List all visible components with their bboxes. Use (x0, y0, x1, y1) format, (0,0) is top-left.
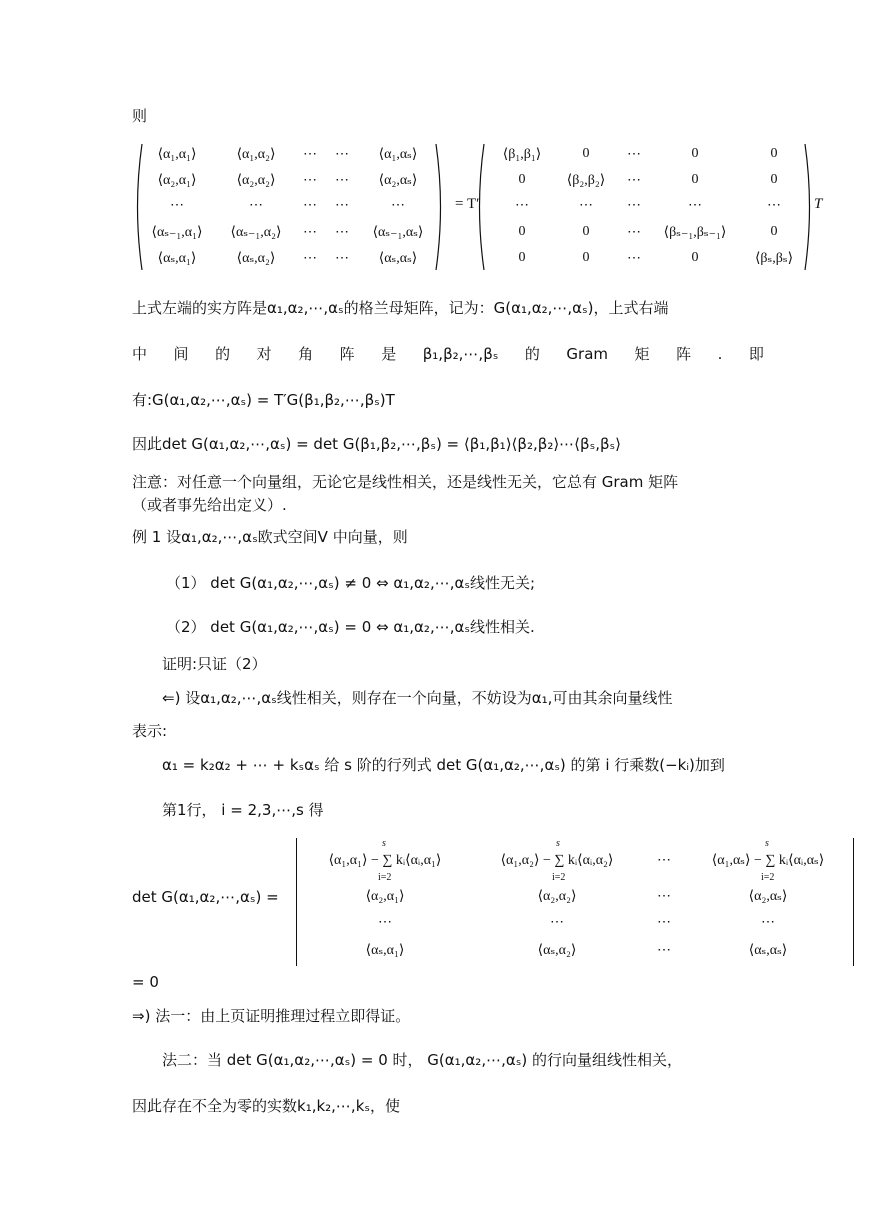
right-matrix-cell: 0 (582, 250, 590, 265)
proof-backward-line-4: 第1行， i = 2,3,⋯,s 得 (162, 801, 324, 819)
right-matrix-cell: 0 (770, 172, 778, 187)
left-matrix-cell: ⋯ (303, 173, 317, 188)
sum-lower-limit: i=2 (552, 872, 566, 883)
determinant-cell: ⟨α₁,αₛ⟩ − ∑ kᵢ⟨αᵢ,αₛ⟩ (711, 853, 825, 868)
right-matrix-cell: ⋯ (627, 251, 641, 266)
left-matrix-cell: ⋯ (303, 147, 317, 162)
proof-heading: 证明:只证（2） (162, 655, 267, 673)
left-matrix-cell: ⋯ (249, 198, 263, 213)
equals-T-prime: = T′ (455, 196, 480, 212)
proof-forward-line-2: 法二：当 det G(α₁,α₂,⋯,αₛ) = 0 时， G(α₁,α₂,⋯,αₛ) 的行向量组线性相关， (162, 1051, 682, 1069)
left-matrix-cell: ⟨α₁,αₛ⟩ (378, 147, 418, 162)
left-matrix-cell: ⟨αₛ₋₁,αₛ⟩ (372, 225, 424, 240)
left-matrix-cell: ⟨αₛ₋₁,α₂⟩ (230, 225, 282, 240)
spread-word: 的 (215, 345, 231, 363)
determinant-cell: ⟨α₁,α₂⟩ − ∑ kᵢ⟨αᵢ,α₂⟩ (500, 853, 614, 868)
sum-upper-limit: s (556, 838, 560, 849)
spread-word: 角 (298, 345, 314, 363)
right-matrix-cell: 0 (691, 172, 699, 187)
right-matrix-cell: ⋯ (627, 147, 641, 162)
determinant-cell: ⟨αₛ,α₁⟩ (365, 943, 405, 958)
right-matrix-cell: ⋯ (627, 225, 641, 240)
left-matrix-cell: ⟨α₂,α₂⟩ (236, 173, 276, 188)
left-matrix-close-paren (434, 142, 446, 272)
spread-word: 对 (256, 345, 272, 363)
right-matrix-cell: 0 (770, 146, 778, 161)
right-matrix-cell: ⟨β₁,β₁⟩ (502, 147, 542, 162)
left-matrix-cell: ⟨α₁,α₁⟩ (157, 147, 197, 162)
right-matrix-cell: ⋯ (627, 173, 641, 188)
proof-backward-line-2: 表示: (132, 722, 168, 740)
determinant-cell: ⋯ (761, 915, 775, 930)
spread-word: . (717, 345, 723, 363)
spread-word: 阵 (339, 345, 355, 363)
determinant-cell: ⟨αₛ,αₛ⟩ (748, 943, 788, 958)
determinant-cell: ⟨αₛ,α₂⟩ (537, 943, 577, 958)
right-matrix-cell: ⟨β₂,β₂⟩ (566, 173, 606, 188)
proof-forward-line-3: 因此存在不全为零的实数k₁,k₂,⋯,kₛ，使 (132, 1097, 400, 1115)
right-matrix-cell: ⋯ (688, 198, 702, 213)
equals-zero: = 0 (132, 973, 159, 991)
right-matrix-cell: ⟨βₛ₋₁,βₛ₋₁⟩ (663, 225, 727, 240)
sum-upper-limit: s (382, 838, 386, 849)
right-matrix-cell: 0 (582, 146, 590, 161)
left-matrix-cell: ⟨α₂,αₛ⟩ (378, 173, 418, 188)
note-line-1: 注意：对任意一个向量组，无论它是线性相关，还是线性无关，它总有 Gram 矩阵 (132, 473, 679, 491)
right-matrix-cell: 0 (691, 250, 699, 265)
right-matrix-cell: ⋯ (767, 198, 781, 213)
para-gram-relation: 有:G(α₁,α₂,⋯,αₛ) = T′G(β₁,β₂,⋯,βₛ)T (132, 391, 395, 409)
right-matrix-cell: 0 (582, 224, 590, 239)
para-det-product: 因此det G(α₁,α₂,⋯,αₛ) = det G(β₁,β₂,⋯,βₛ) = ⟨β₁,β₁⟩⟨β₂,β₂⟩⋯⟨βₛ,βₛ⟩ (132, 435, 621, 453)
left-matrix-cell: ⋯ (303, 251, 317, 266)
determinant-cell: ⋯ (657, 853, 671, 868)
left-matrix-cell: ⟨αₛ₋₁,α₁⟩ (151, 225, 203, 240)
determinant-cell: ⋯ (378, 915, 392, 930)
example-item-1: （1） det G(α₁,α₂,⋯,αₛ) ≠ 0 ⇔ α₁,α₂,⋯,αₛ线性无关; (166, 574, 536, 592)
left-matrix-cell: ⟨αₛ,α₁⟩ (157, 251, 197, 266)
determinant-left-bar (296, 838, 297, 966)
right-matrix-cell: 0 (518, 224, 526, 239)
note-line-2: （或者事先给出定义）. (132, 496, 287, 514)
sum-upper-limit: s (765, 838, 769, 849)
text-then: 则 (132, 107, 148, 125)
left-matrix-cell: ⟨α₁,α₂⟩ (236, 147, 276, 162)
para-gram-right (132, 344, 764, 364)
left-matrix-cell: ⟨αₛ,αₛ⟩ (378, 251, 418, 266)
left-matrix-cell: ⋯ (335, 198, 349, 213)
spread-word: 的 (524, 345, 540, 363)
left-matrix-cell: ⋯ (303, 198, 317, 213)
right-matrix-cell: 0 (518, 250, 526, 265)
spread-word: 即 (748, 345, 764, 363)
left-matrix-cell: ⋯ (335, 225, 349, 240)
spread-word: 矩 (634, 345, 650, 363)
determinant-cell: ⋯ (657, 915, 671, 930)
right-matrix-cell: ⋯ (579, 198, 593, 213)
sum-lower-limit: i=2 (378, 872, 392, 883)
determinant-cell: ⋯ (657, 943, 671, 958)
determinant-cell: ⟨α₂,α₂⟩ (537, 889, 577, 904)
left-matrix-cell: ⟨α₂,α₁⟩ (157, 173, 197, 188)
determinant-cell: ⋯ (657, 889, 671, 904)
left-matrix-cell: ⟨αₛ,α₂⟩ (236, 251, 276, 266)
right-matrix-cell: 0 (770, 224, 778, 239)
spread-word: 是 (381, 345, 397, 363)
left-matrix-cell: ⋯ (335, 251, 349, 266)
right-matrix-cell: ⋯ (515, 198, 529, 213)
left-matrix-cell: ⋯ (335, 173, 349, 188)
left-matrix-cell: ⋯ (391, 198, 405, 213)
trailing-T: T (814, 196, 823, 212)
para-gram-left: 上式左端的实方阵是α₁,α₂,⋯,αₛ的格兰母矩阵，记为：G(α₁,α₂,⋯,αₛ)，上式右端 (132, 299, 669, 317)
determinant-cell: ⋯ (550, 915, 564, 930)
right-matrix-cell: 0 (691, 146, 699, 161)
proof-backward-line-1: ⇐) 设α₁,α₂,⋯,αₛ线性相关，则存在一个向量，不妨设为α₁,可由其余向量线性 (162, 689, 673, 707)
determinant-lhs: det G(α₁,α₂,⋯,αₛ) = (132, 888, 279, 906)
spread-word: 中 (132, 345, 148, 363)
example-1-heading: 例 1 设α₁,α₂,⋯,αₛ欧式空间V 中向量，则 (132, 528, 408, 546)
left-matrix-cell: ⋯ (335, 147, 349, 162)
spread-word: 间 (173, 345, 189, 363)
left-matrix-cell: ⋯ (170, 198, 184, 213)
proof-backward-line-3: α₁ = k₂α₂ + ⋯ + kₛαₛ 给 s 阶的行列式 det G(α₁,α₂,⋯,αₛ) 的第 i 行乘数(−kᵢ)加到 (162, 756, 725, 774)
spread-word: 阵 (676, 345, 692, 363)
right-matrix-cell: ⋯ (627, 198, 641, 213)
right-matrix-cell: 0 (518, 172, 526, 187)
right-matrix-cell: ⟨βₛ,βₛ⟩ (754, 251, 794, 266)
spread-word: Gram (566, 345, 609, 363)
proof-forward-line-1: ⇒) 法一：由上页证明推理过程立即得证。 (132, 1007, 411, 1025)
determinant-cell: ⟨α₁,α₁⟩ − ∑ kᵢ⟨αᵢ,α₁⟩ (328, 853, 442, 868)
determinant-right-bar (853, 838, 854, 966)
left-matrix-cell: ⋯ (303, 225, 317, 240)
spread-word: β₁,β₂,⋯,βₛ (422, 345, 499, 363)
example-item-2: （2） det G(α₁,α₂,⋯,αₛ) = 0 ⇔ α₁,α₂,⋯,αₛ线性相关. (166, 618, 535, 636)
determinant-cell: ⟨α₂,α₁⟩ (365, 889, 405, 904)
sum-lower-limit: i=2 (761, 872, 775, 883)
determinant-cell: ⟨α₂,αₛ⟩ (748, 889, 788, 904)
